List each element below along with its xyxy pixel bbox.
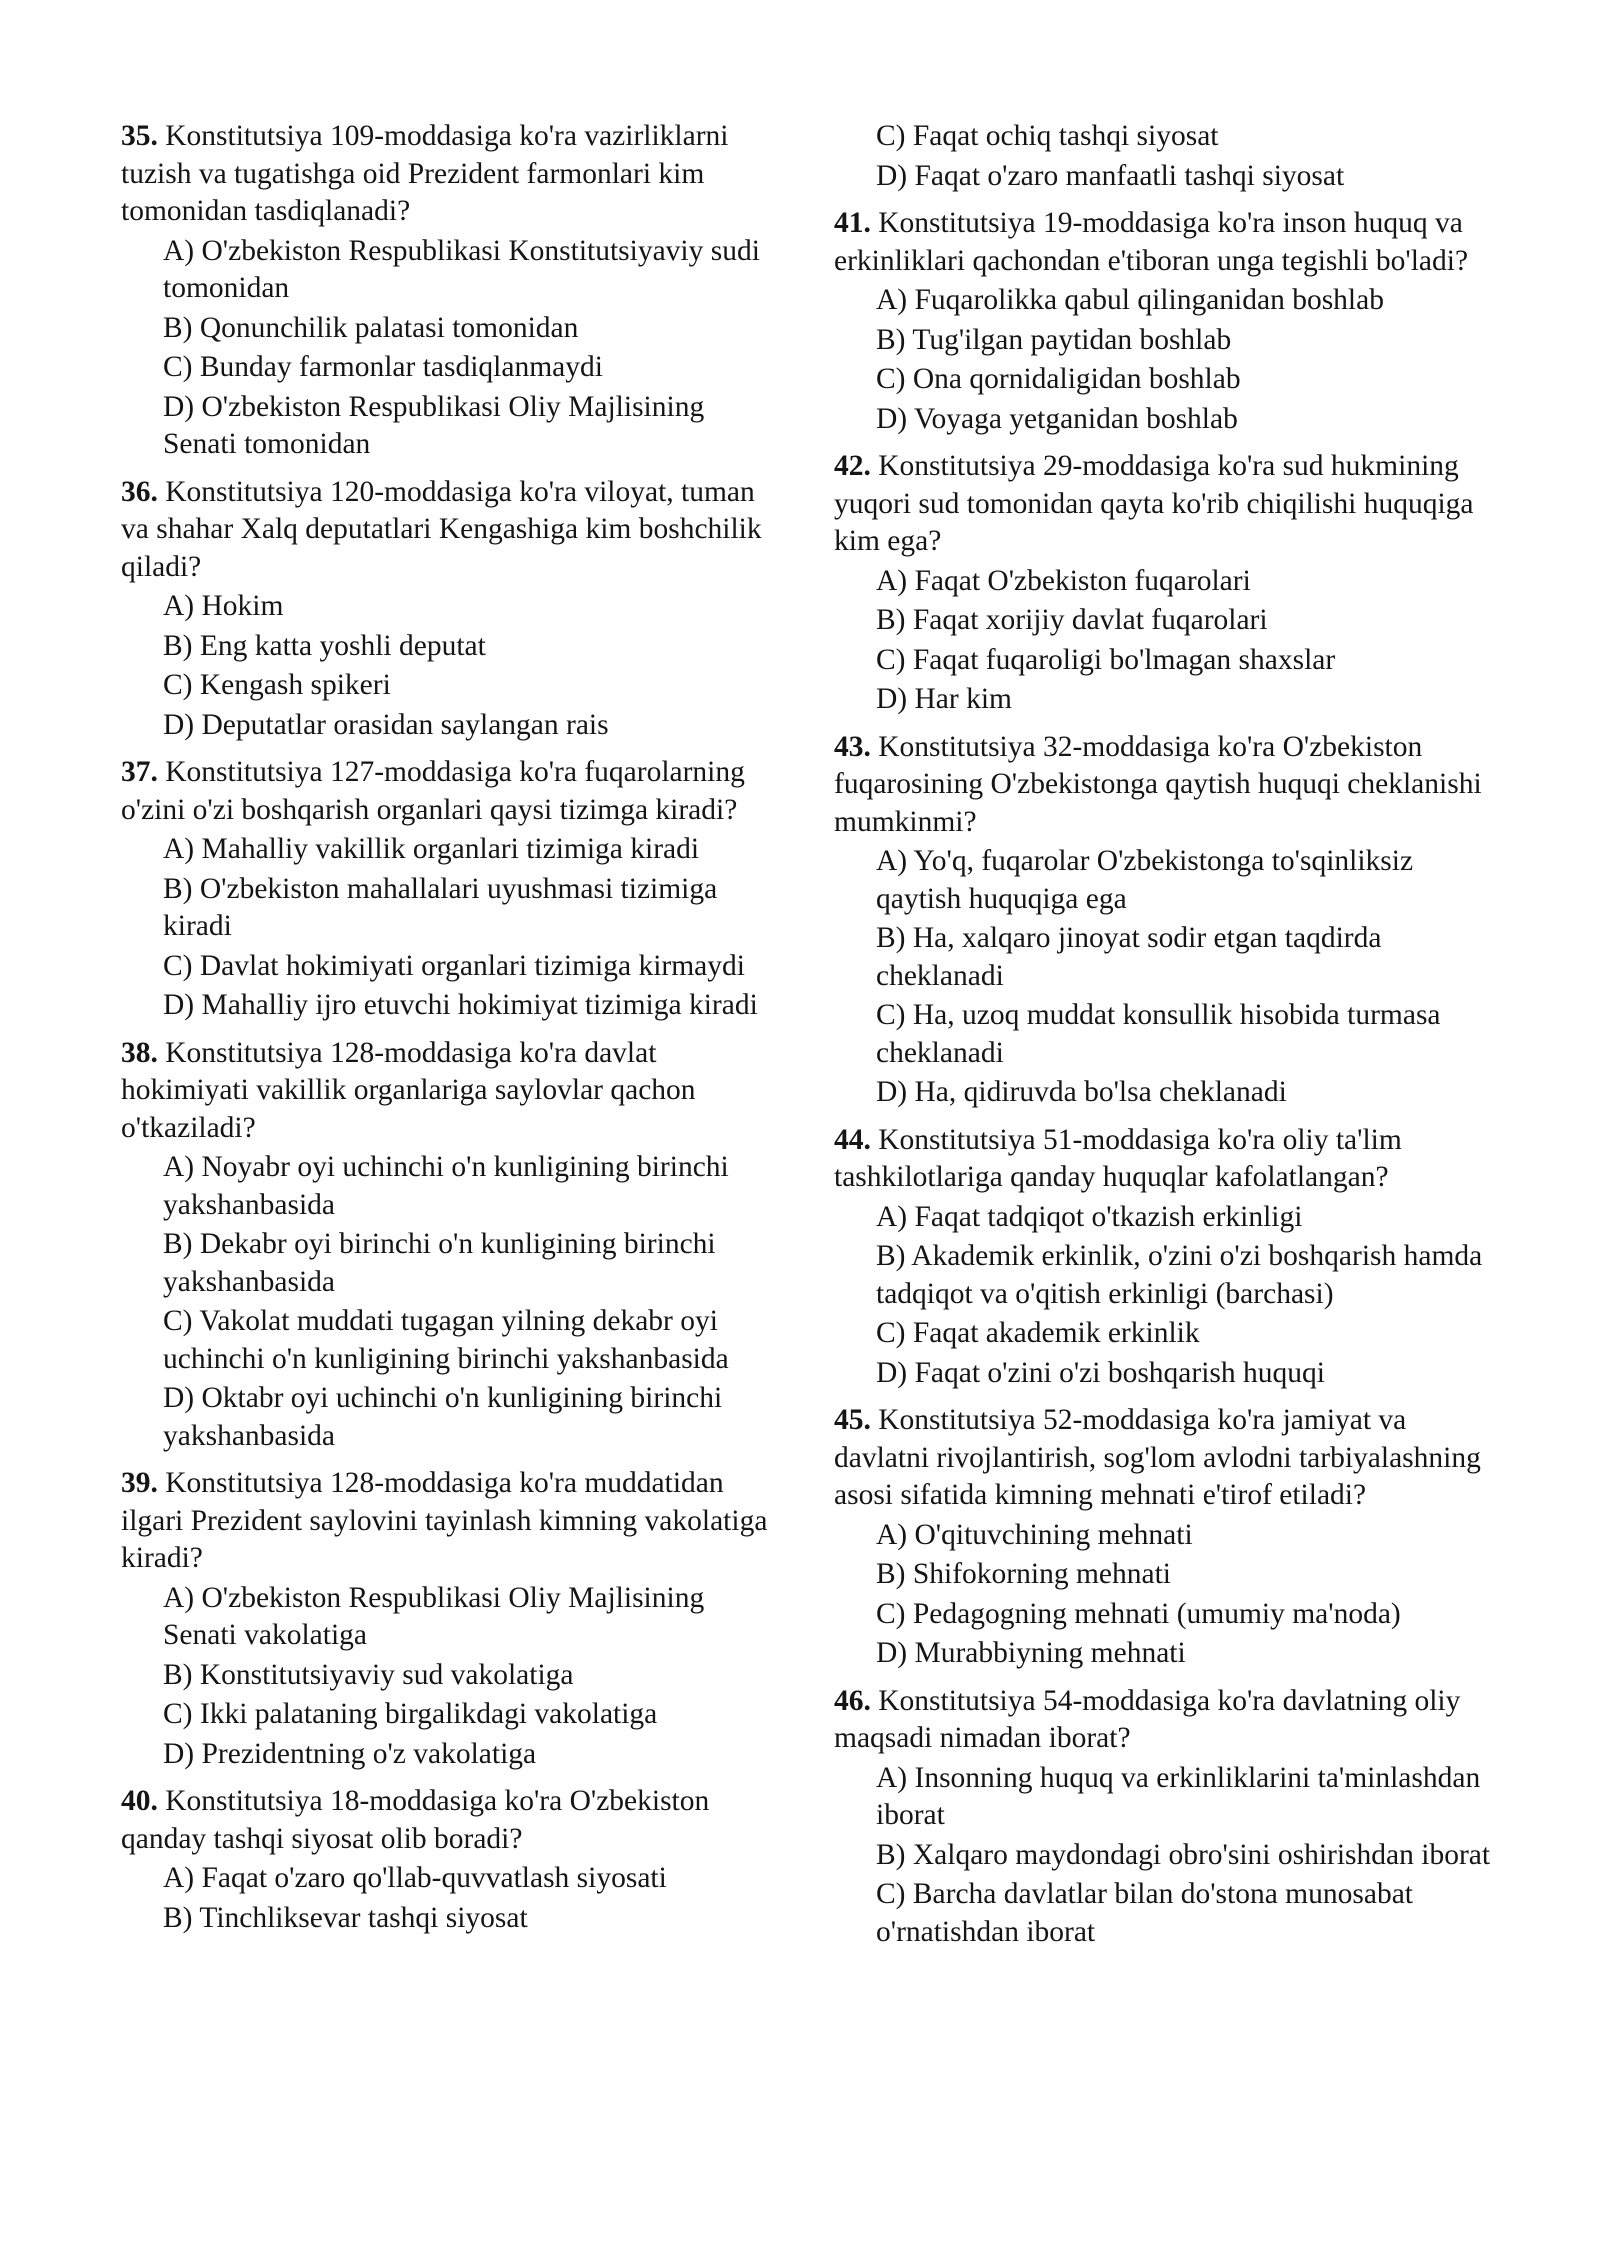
answer-option: D) Oktabr oyi uchinchi o'n kunligining birinchi yakshanbasida [163,1382,723,1452]
answer-option: B) Faqat xorijiy davlat fuqarolari [876,604,1268,636]
question-39 [121,1465,781,1773]
question-number: 36. [121,475,158,508]
answer-option: D) Ha, qidiruvda bo'lsa cheklanadi [876,1076,1287,1108]
question-number: 46. [834,1684,871,1717]
question-number: 45. [834,1404,871,1436]
question-text [121,118,781,231]
answer-option: C) Barcha davlatlar bilan do'stona munosabat o'rnatishdan iborat [876,1878,1413,1948]
question-text [834,1402,1494,1515]
answer-option: D) Faqat o'zini o'zi boshqarish huquqi [876,1356,1325,1389]
question-number: 35. [121,120,158,152]
question-body: Konstitutsiya 54-moddasiga ko'ra davlatning oliy maqsadi nimadan iborat? [834,1684,1461,1754]
answer-option: D) Murabbiyning mehnati [876,1637,1186,1669]
answer-option: A) Insonning huquq va erkinliklarini ta'minlashdan iborat [876,1761,1481,1831]
question-body: Konstitutsiya 18-moddasiga ko'ra O'zbekiston qanday tashqi siyosat olib boradi? [121,1785,710,1855]
answer-option: B) Ha, xalqaro jinoyat sodir etgan taqdirda cheklanadi [876,922,1382,992]
right-column [834,118,1494,1961]
answer-option: D) Prezidentning o'z vakolatiga [163,1737,537,1770]
answer-option: A) Yo'q, fuqarolar O'zbekistonga to'sqinliksiz qaytish huquqiga ega [876,845,1414,915]
answer-option: B) Shifokorning mehnati [876,1558,1171,1590]
answer-option: A) O'qituvchining mehnati [876,1518,1193,1551]
question-text [121,1465,781,1578]
question-text [121,1035,781,1148]
answer-option: A) Faqat O'zbekiston fuqarolari [876,564,1251,597]
answer-option: B) Eng katta yoshli deputat [163,629,486,662]
answer-option: C) Ona qornidaligidan boshlab [876,363,1241,395]
answer-option: A) O'zbekiston Respublikasi Konstitutsiyaviy sudi tomonidan [163,234,760,304]
question-body: Konstitutsiya 29-moddasiga ko'ra sud hukmining yuqori sud tomonidan qayta ko'rib chiqilishi huquqiga kim ega? [834,450,1474,557]
question-number: 38. [121,1036,158,1069]
answer-option: A) Faqat o'zaro qo'llab-quvvatlash siyosati [163,1862,667,1894]
question-44 [834,1122,1494,1393]
question-number: 42. [834,450,871,482]
answer-option: D) Mahalliy ijro etuvchi hokimiyat tizimiga kiradi [163,989,758,1021]
question-text [834,448,1494,561]
question-46 [834,1683,1494,1952]
answer-option: C) Faqat fuqaroligi bo'lmagan shaxslar [876,643,1336,676]
answer-option: B) Dekabr oyi birinchi o'n kunligining birinchi yakshanbasida [163,1228,716,1298]
answer-option: D) O'zbekiston Respublikasi Oliy Majlisining Senati tomonidan [163,390,705,460]
question-36 [121,474,781,745]
answer-option: D) Voyaga yetganidan boshlab [876,402,1238,435]
answer-option: A) Faqat tadqiqot o'tkazish erkinligi [876,1200,1303,1233]
question-number: 40. [121,1785,158,1817]
question-35 [121,118,781,464]
answer-option: B) Xalqaro maydondagi obro'sini oshirishdan iborat [876,1838,1491,1871]
answer-option: C) Ha, uzoq muddat konsullik hisobida turmasa cheklanadi [876,999,1441,1069]
question-text [834,205,1494,280]
question-38 [121,1035,781,1456]
question-body: Konstitutsiya 120-moddasiga ko'ra viloyat, tuman va shahar Xalq deputatlari Kengashiga kim boshchilik qiladi? [121,475,762,583]
question-42 [834,448,1494,719]
answer-option: B) Qonunchilik palatasi tomonidan [163,311,579,344]
question-number: 43. [834,730,871,763]
answer-option: D) Faqat o'zaro manfaatli tashqi siyosat [876,159,1345,192]
question-text [121,474,781,587]
question-41 [834,205,1494,438]
answer-option: B) Konstitutsiyaviy sud vakolatiga [163,1658,574,1691]
answer-option: C) Faqat akademik erkinlik [876,1317,1200,1349]
answer-option: B) O'zbekiston mahallalari uyushmasi tizimiga kiradi [163,872,718,942]
question-body: Konstitutsiya 51-moddasiga ko'ra oliy ta'lim tashkilotlariga qanday huquqlar kafolatlangan? [834,1123,1402,1193]
answer-option: B) Tinchliksevar tashqi siyosat [163,1901,528,1934]
question-number: 37. [121,756,158,788]
question-text [121,754,781,829]
answer-option: B) Tug'ilgan paytidan boshlab [876,323,1232,356]
question-number: 41. [834,207,871,239]
left-column [121,118,781,1947]
answer-option: A) O'zbekiston Respublikasi Oliy Majlisining Senati vakolatiga [163,1581,705,1651]
answer-option: D) Deputatlar orasidan saylangan rais [163,708,609,741]
question-body: Konstitutsiya 128-moddasiga ko'ra davlat hokimiyati vakillik organlariga saylovlar qachon o'tkaziladi? [121,1036,696,1144]
answer-option: C) Davlat hokimiyati organlari tizimiga kirmaydi [163,949,745,982]
answer-option: A) Noyabr oyi uchinchi o'n kunligining birinchi yakshanbasida [163,1151,729,1221]
answer-option: A) Mahalliy vakillik organlari tizimiga kiradi [163,833,700,865]
question-text [121,1783,781,1858]
answer-option: B) Akademik erkinlik, o'zini o'zi boshqarish hamda tadqiqot va o'qitish erkinligi (barchasi) [876,1240,1483,1310]
question-40 [121,1783,781,1937]
question-43 [834,729,1494,1112]
question-body: Konstitutsiya 19-moddasiga ko'ra inson huquq va erkinliklari qachondan e'tiboran unga tegishli bo'ladi? [834,207,1469,277]
question-text [834,1683,1494,1758]
question-body: Konstitutsiya 52-moddasiga ko'ra jamiyat va davlatni rivojlantirish, sog'lom avlodni tarbiyalashning asosi sifatida kimning mehnati e'tirof etiladi? [834,1404,1481,1511]
question-body: Konstitutsiya 128-moddasiga ko'ra muddatidan ilgari Prezident saylovini tayinlash kimning vakolatiga kiradi? [121,1467,768,1574]
question-number: 44. [834,1123,871,1156]
question-37 [121,754,781,1025]
question-45 [834,1402,1494,1673]
question-body: Konstitutsiya 32-moddasiga ko'ra O'zbekiston fuqarosining O'zbekistonga qaytish huquqi cheklanishi mumkinmi? [834,730,1482,838]
question-text [834,1122,1494,1197]
answer-option: A) Hokim [163,590,284,622]
answer-option: C) Bunday farmonlar tasdiqlanmaydi [163,351,603,383]
question-body: Konstitutsiya 109-moddasiga ko'ra vazirliklarni tuzish va tugatishga oid Prezident farmonlari kim tomonidan tasdiqlanadi? [121,120,729,227]
answer-option: A) Fuqarolikka qabul qilinganidan boshlab [876,284,1384,316]
answer-option: D) Har kim [876,683,1012,715]
question-body: Konstitutsiya 127-moddasiga ko'ra fuqarolarning o'zini o'zi boshqarish organlari qaysi tizimga kiradi? [121,756,745,826]
answer-option: C) Pedagogning mehnati (umumiy ma'noda) [876,1597,1401,1630]
question-number: 39. [121,1467,158,1499]
question-40-continuation [834,118,1494,195]
question-text [834,729,1494,842]
answer-option: C) Vakolat muddati tugagan yilning dekabr oyi uchinchi o'n kunligining birinchi yakshanbasida [163,1305,729,1375]
answer-option: C) Ikki palataning birgalikdagi vakolatiga [163,1698,658,1730]
answer-option: C) Faqat ochiq tashqi siyosat [876,120,1219,152]
answer-option: C) Kengash spikeri [163,669,391,701]
